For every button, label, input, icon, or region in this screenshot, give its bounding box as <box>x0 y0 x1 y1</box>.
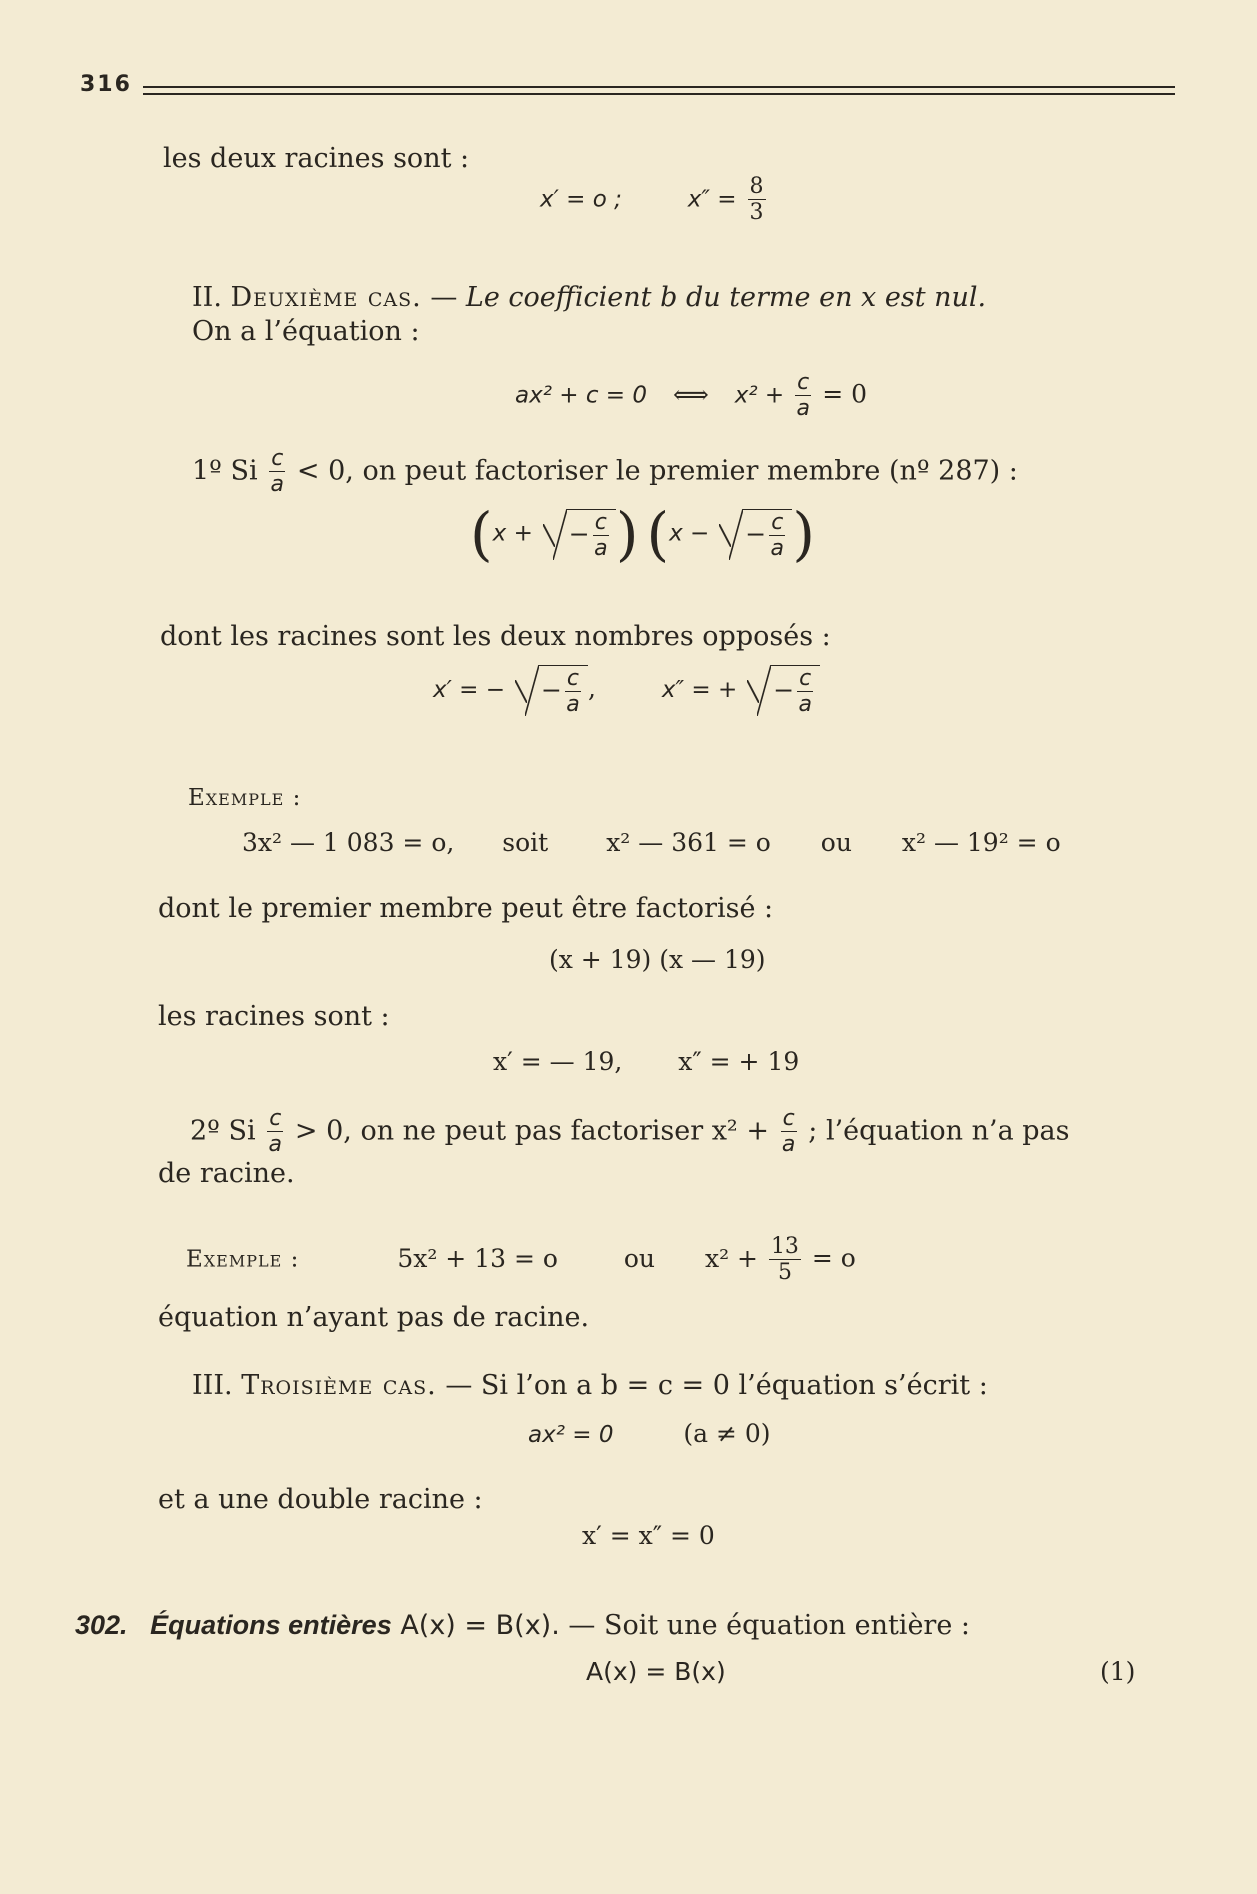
case-3-heading: III. Troisième cas. — Si l’on a b = c = 0 l’équation s’écrit : <box>192 1370 988 1401</box>
paragraph-double-root: et a une double racine : <box>158 1484 483 1515</box>
header-rule-bottom <box>143 93 1175 95</box>
equation-factorized: (x + 19) (x — 19) <box>549 945 766 974</box>
equation-302: A(x) = B(x) <box>586 1657 726 1686</box>
section-302-heading: 302. Équations entières A(x) = B(x). — Soit une équation entière : <box>75 1610 970 1641</box>
equation-double-root: x′ = x″ = 0 <box>582 1521 715 1550</box>
equation-opposite-roots: x′ = − − $\frac{c}{a}$ , x″ = + − $\frac{c}{a}$ <box>433 665 820 716</box>
example-1-label: Exemple : <box>188 785 302 811</box>
item-1: 1º Si $\frac{c}{a}$ < 0, on peut factoriser le premier membre (nº 287) : <box>192 446 1018 497</box>
paragraph-roots: les deux racines sont : <box>163 143 470 174</box>
paragraph-roots-are: les racines sont : <box>158 1001 390 1032</box>
equation-302-tag: (1) <box>1100 1657 1136 1686</box>
item-2-continuation: de racine. <box>158 1158 295 1189</box>
case-2-heading: II. Deuxième cas. — Le coefficient b du terme en x est nul. <box>192 282 987 313</box>
paragraph-no-root: équation n’ayant pas de racine. <box>158 1302 590 1333</box>
paragraph-opposites: dont les racines sont les deux nombres opposés : <box>160 621 831 652</box>
page-number: 316 <box>80 72 132 97</box>
item-2: 2º Si $\frac{c}{a}$ > 0, on ne peut pas factoriser x² + $\frac{c}{a}$ ; l’équation n’a pas <box>190 1106 1070 1157</box>
example-2: Exemple : 5x² + 13 = o ou x² + $\frac{13}{5}$ = o <box>186 1234 856 1285</box>
paragraph-factorized: dont le premier membre peut être factorisé : <box>158 893 774 924</box>
equation-roots-19: x′ = — 19, x″ = + 19 <box>493 1047 800 1076</box>
paragraph-equation: On a l’équation : <box>192 316 420 347</box>
equation-case-3: ax² = 0 (a ≠ 0) <box>528 1419 771 1448</box>
equation-case-2: ax² + c = 0 ⟺ x² + $\frac{c}{a}$ = 0 <box>515 370 867 421</box>
example-1-equation: 3x² — 1 083 = o, soit x² — 361 = o ou x² — 19² = o <box>242 828 1061 857</box>
equation-roots-1: x′ = o ; x″ = $\frac{8}{3}$ <box>540 174 764 225</box>
header-rule-top <box>143 86 1175 88</box>
equation-factorization: (x + − $\frac{c}{a}$ ) (x − − $\frac{c}{a}$ ) <box>470 500 815 568</box>
